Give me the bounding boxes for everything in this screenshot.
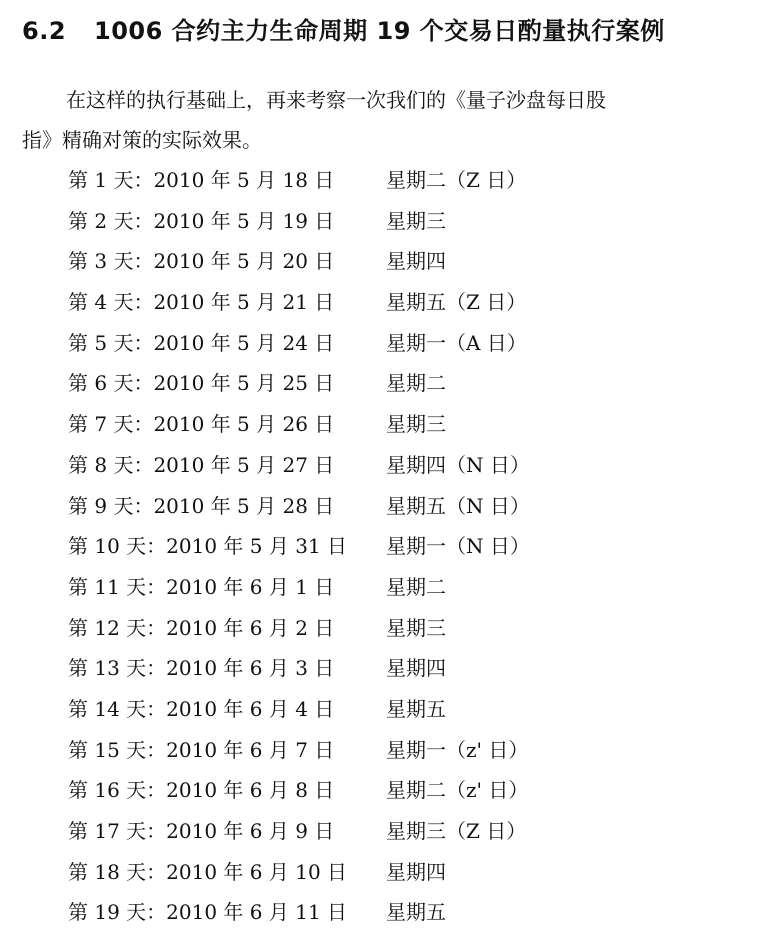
list-item: [68, 486, 728, 527]
trading-day-date: 第 2 天：2010 年 5 月 19 日: [68, 208, 335, 233]
list-item: [68, 811, 728, 852]
trading-day-weekday: 星期二: [386, 371, 446, 396]
trading-day-date: 第 17 天：2010 年 6 月 9 日: [68, 819, 335, 843]
trading-day-weekday: 星期五: [386, 696, 446, 721]
trading-day-weekday: 星期三（Z 日）: [386, 819, 527, 843]
trading-day-date: 第 1 天：2010 年 5 月 18 日: [68, 168, 335, 192]
trading-day-list: [68, 160, 728, 933]
list-item: [68, 770, 728, 811]
trading-day-weekday: 星期三: [386, 208, 446, 233]
trading-day-weekday: 星期二: [386, 574, 446, 599]
intro-paragraph: [22, 80, 732, 160]
list-item: [68, 323, 728, 364]
trading-day-weekday: 星期五: [386, 900, 446, 925]
list-item: [68, 445, 728, 486]
trading-day-weekday: 星期三: [386, 412, 446, 437]
trading-day-date: 第 4 天：2010 年 5 月 21 日: [68, 290, 335, 315]
trading-day-date: 第 11 天：2010 年 6 月 1 日: [68, 574, 335, 599]
trading-day-weekday: 星期四: [386, 249, 446, 274]
list-item: [68, 892, 728, 933]
trading-day-date: 第 5 天：2010 年 5 月 24 日: [68, 330, 335, 355]
trading-day-date: 第 12 天：2010 年 6 月 2 日: [68, 615, 335, 640]
trading-day-weekday: 星期二（Z 日）: [386, 168, 527, 192]
section-heading: [22, 14, 665, 48]
list-item: [68, 689, 728, 730]
trading-day-date: 第 10 天：2010 年 5 月 31 日: [68, 534, 348, 559]
trading-day-weekday: 星期三: [386, 615, 446, 640]
trading-day-date: 第 7 天：2010 年 5 月 26 日: [68, 412, 335, 437]
trading-day-date: 第 3 天：2010 年 5 月 20 日: [68, 249, 335, 274]
trading-day-date: 第 18 天：2010 年 6 月 10 日: [68, 859, 348, 884]
trading-day-date: 第 9 天：2010 年 5 月 28 日: [68, 493, 335, 518]
trading-day-date: 第 13 天：2010 年 6 月 3 日: [68, 656, 335, 681]
trading-day-date: 第 19 天：2010 年 6 月 11 日: [68, 900, 348, 925]
list-item: [68, 730, 728, 771]
list-item: [68, 608, 728, 649]
list-item: [68, 526, 728, 567]
list-item: [68, 201, 728, 242]
list-item: [68, 241, 728, 282]
intro-paragraph-line-1: 在这样的执行基础上，再来考察一次我们的《量子沙盘每日股: [66, 88, 606, 112]
list-item: [68, 852, 728, 893]
trading-day-date: 第 15 天：2010 年 6 月 7 日: [68, 737, 335, 762]
section-number: 6.2: [22, 17, 67, 45]
section-title: 1006 合约主力生命周期 19 个交易日酌量执行案例: [94, 17, 665, 45]
list-item: [68, 160, 728, 201]
trading-day-weekday: 星期四: [386, 656, 446, 681]
trading-day-weekday: 星期一（N 日）: [386, 534, 530, 559]
list-item: [68, 282, 728, 323]
trading-day-date: 第 16 天：2010 年 6 月 8 日: [68, 778, 335, 803]
trading-day-date: 第 8 天：2010 年 5 月 27 日: [68, 452, 335, 477]
trading-day-weekday: 星期四: [386, 859, 446, 884]
intro-paragraph-line-2: 指》精确对策的实际效果。: [22, 128, 262, 152]
trading-day-weekday: 星期一（A 日）: [386, 330, 527, 355]
trading-day-weekday: 星期五（Z 日）: [386, 290, 527, 315]
trading-day-weekday: 星期四（N 日）: [386, 452, 530, 477]
list-item: [68, 363, 728, 404]
list-item: [68, 648, 728, 689]
list-item: [68, 404, 728, 445]
trading-day-weekday: 星期一（z' 日）: [386, 737, 529, 762]
trading-day-weekday: 星期五（N 日）: [386, 493, 530, 518]
trading-day-weekday: 星期二（z' 日）: [386, 778, 529, 803]
trading-day-date: 第 14 天：2010 年 6 月 4 日: [68, 696, 335, 721]
trading-day-date: 第 6 天：2010 年 5 月 25 日: [68, 371, 335, 396]
list-item: [68, 567, 728, 608]
